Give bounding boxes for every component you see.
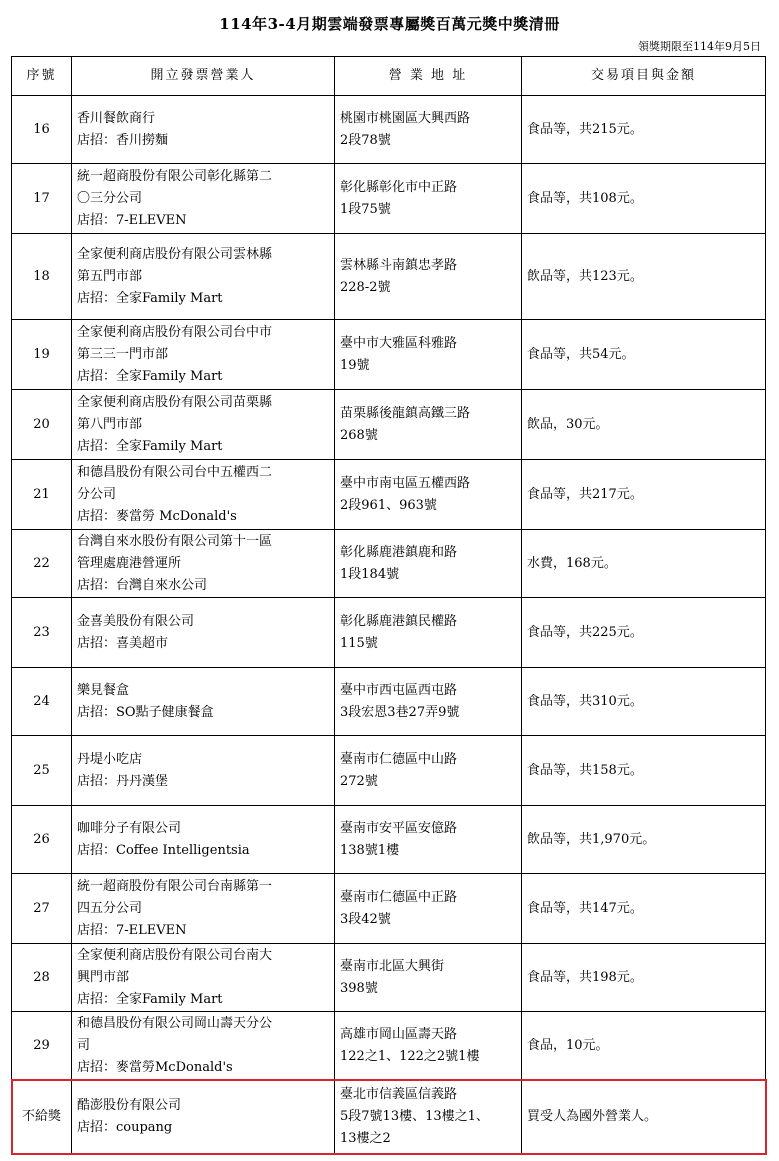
merchant-name: 全家便利商店股份有限公司苗栗縣 xyxy=(77,394,273,410)
merchant-name: 興門市部 xyxy=(77,969,130,985)
address-cell xyxy=(335,806,522,874)
address-line: 1段184號 xyxy=(340,566,400,582)
merchant-cell xyxy=(72,1012,335,1080)
address-cell xyxy=(335,234,522,320)
merchant-name: 咖啡分子有限公司 xyxy=(77,820,182,836)
address-line: 桃園市桃園區大興西路 xyxy=(340,110,471,126)
address-line: 398號 xyxy=(340,980,378,996)
address-line: 臺南市北區大興街 xyxy=(340,958,445,974)
claim-deadline: 領獎期限至114年9月5日 xyxy=(638,40,761,53)
address-cell xyxy=(335,320,522,390)
address-line: 3段42號 xyxy=(340,911,391,927)
transaction-amount: 買受人為國外營業人。 xyxy=(522,1080,766,1154)
table-row-no-prize xyxy=(12,1080,766,1154)
address-cell xyxy=(335,1080,522,1154)
address-cell xyxy=(335,736,522,806)
merchant-name: 全家便利商店股份有限公司雲林縣 xyxy=(77,246,273,262)
table-row xyxy=(12,806,766,874)
address-line: 2段961、963號 xyxy=(340,497,437,513)
transaction-amount: 飲品等，共123元。 xyxy=(522,234,766,320)
table-row xyxy=(12,460,766,530)
row-number: 28 xyxy=(12,944,72,1012)
address-line: 272號 xyxy=(340,773,378,789)
table-header-row xyxy=(12,57,766,96)
address-cell xyxy=(335,530,522,598)
merchant-name: 第三三一門市部 xyxy=(77,346,169,362)
merchant-cell xyxy=(72,530,335,598)
row-number: 24 xyxy=(12,668,72,736)
address-cell xyxy=(335,874,522,944)
address-line: 3段宏恩3巷27弄9號 xyxy=(340,704,460,720)
merchant-cell xyxy=(72,320,335,390)
merchant-name: 和德昌股份有限公司台中五權西二 xyxy=(77,464,273,480)
transaction-amount: 食品等，共310元。 xyxy=(522,668,766,736)
merchant-cell xyxy=(72,390,335,460)
row-number: 17 xyxy=(12,164,72,234)
merchant-name: 丹堤小吃店 xyxy=(77,751,143,767)
row-number: 25 xyxy=(12,736,72,806)
merchant-cell xyxy=(72,874,335,944)
store-sign: 店招：丹丹漢堡 xyxy=(77,773,169,789)
header-address: 營 業 地 址 xyxy=(335,57,522,96)
merchant-name: 第八門市部 xyxy=(77,416,143,432)
row-number: 23 xyxy=(12,598,72,668)
merchant-name: 第五門市部 xyxy=(77,268,143,284)
address-line: 228-2號 xyxy=(340,279,391,295)
transaction-amount: 水費，168元。 xyxy=(522,530,766,598)
table-row xyxy=(12,390,766,460)
address-cell xyxy=(335,96,522,164)
merchant-name: 全家便利商店股份有限公司台中市 xyxy=(77,324,273,340)
merchant-cell xyxy=(72,806,335,874)
transaction-amount: 食品，10元。 xyxy=(522,1012,766,1080)
address-line: 臺中市西屯區西屯路 xyxy=(340,682,458,698)
address-line: 1段75號 xyxy=(340,201,391,217)
address-line: 5段7號13樓、13樓之1、 xyxy=(340,1108,489,1124)
store-sign: 店招：台灣自來水公司 xyxy=(77,577,208,593)
table-row xyxy=(12,234,766,320)
address-line: 268號 xyxy=(340,427,378,443)
table-row xyxy=(12,874,766,944)
address-cell xyxy=(335,668,522,736)
store-sign: 店招：Coffee Intelligentsia xyxy=(77,842,250,858)
store-sign: 店招：全家Family Mart xyxy=(77,991,223,1007)
merchant-name: 司 xyxy=(77,1037,91,1053)
store-sign: 店招：喜美超市 xyxy=(77,635,169,651)
merchant-name: 統一超商股份有限公司台南縣第一 xyxy=(77,878,273,894)
merchant-name: 分公司 xyxy=(77,486,117,502)
address-line: 臺南市仁德區中正路 xyxy=(340,889,458,905)
address-line: 彰化縣鹿港鎮鹿和路 xyxy=(340,544,458,560)
header-merchant: 開立發票營業人 xyxy=(72,57,335,96)
merchant-name: 和德昌股份有限公司岡山壽天分公 xyxy=(77,1015,273,1031)
store-sign: 店招：麥當勞McDonald's xyxy=(77,1059,233,1075)
transaction-amount: 食品等，共108元。 xyxy=(522,164,766,234)
row-number: 22 xyxy=(12,530,72,598)
merchant-cell xyxy=(72,668,335,736)
transaction-amount: 食品等，共225元。 xyxy=(522,598,766,668)
store-sign: 店招：全家Family Mart xyxy=(77,438,223,454)
address-line: 臺北市信義區信義路 xyxy=(340,1086,458,1102)
row-number: 21 xyxy=(12,460,72,530)
address-cell xyxy=(335,944,522,1012)
merchant-cell xyxy=(72,234,335,320)
merchant-cell xyxy=(72,736,335,806)
store-sign: 店招：香川撈麵 xyxy=(77,132,169,148)
merchant-name: 管理處鹿港營運所 xyxy=(77,555,182,571)
store-sign: 店招：全家Family Mart xyxy=(77,290,223,306)
row-number: 27 xyxy=(12,874,72,944)
address-line: 高雄市岡山區壽天路 xyxy=(340,1026,458,1042)
address-cell xyxy=(335,598,522,668)
address-line: 臺南市仁德區中山路 xyxy=(340,751,458,767)
address-cell xyxy=(335,390,522,460)
merchant-name: 樂見餐盒 xyxy=(77,682,130,698)
header-number: 序號 xyxy=(12,57,72,96)
winners-table xyxy=(11,56,766,1154)
row-number: 不給獎 xyxy=(12,1080,72,1154)
table-row xyxy=(12,598,766,668)
transaction-amount: 食品等，共54元。 xyxy=(522,320,766,390)
address-line: 13樓之2 xyxy=(340,1130,391,1146)
transaction-amount: 食品等，共217元。 xyxy=(522,460,766,530)
table-row xyxy=(12,530,766,598)
merchant-name: 香川餐飲商行 xyxy=(77,110,156,126)
merchant-name: 全家便利商店股份有限公司台南大 xyxy=(77,947,273,963)
address-cell xyxy=(335,460,522,530)
merchant-name: 台灣自來水股份有限公司第十一區 xyxy=(77,533,273,549)
store-sign: 店招：全家Family Mart xyxy=(77,368,223,384)
address-line: 115號 xyxy=(340,635,378,651)
transaction-amount: 食品等，共198元。 xyxy=(522,944,766,1012)
transaction-amount: 食品等，共158元。 xyxy=(522,736,766,806)
merchant-cell xyxy=(72,944,335,1012)
store-sign: 店招：7-ELEVEN xyxy=(77,212,187,228)
store-sign: 店招：coupang xyxy=(77,1119,173,1135)
merchant-cell xyxy=(72,598,335,668)
address-line: 苗栗縣後龍鎮高鐵三路 xyxy=(340,405,471,421)
row-number: 20 xyxy=(12,390,72,460)
address-cell xyxy=(335,1012,522,1080)
address-line: 臺中市南屯區五權西路 xyxy=(340,475,471,491)
merchant-cell xyxy=(72,460,335,530)
store-sign: 店招：7-ELEVEN xyxy=(77,922,187,938)
merchant-name: 〇三分公司 xyxy=(77,190,143,206)
row-number: 18 xyxy=(12,234,72,320)
merchant-name: 統一超商股份有限公司彰化縣第二 xyxy=(77,168,273,184)
table-row xyxy=(12,944,766,1012)
address-line: 彰化縣鹿港鎮民權路 xyxy=(340,613,458,629)
document-title: 114年3-4月期雲端發票專屬獎百萬元獎中獎清冊 xyxy=(219,15,560,33)
store-sign: 店招：麥當勞 McDonald's xyxy=(77,508,237,524)
transaction-amount: 食品等，共215元。 xyxy=(522,96,766,164)
merchant-cell xyxy=(72,96,335,164)
header-transaction: 交易項目與金額 xyxy=(522,57,766,96)
row-number: 26 xyxy=(12,806,72,874)
address-line: 2段78號 xyxy=(340,132,391,148)
address-line: 臺中市大雅區科雅路 xyxy=(340,335,458,351)
store-sign: 店招：SO點子健康餐盒 xyxy=(77,704,214,720)
merchant-cell xyxy=(72,164,335,234)
row-number: 19 xyxy=(12,320,72,390)
address-line: 138號1樓 xyxy=(340,842,400,858)
table-row xyxy=(12,320,766,390)
address-line: 雲林縣斗南鎮忠孝路 xyxy=(340,257,458,273)
table-row xyxy=(12,736,766,806)
merchant-name: 金喜美股份有限公司 xyxy=(77,613,195,629)
table-row xyxy=(12,1012,766,1080)
transaction-amount: 飲品，30元。 xyxy=(522,390,766,460)
merchant-name: 酷澎股份有限公司 xyxy=(77,1097,182,1113)
transaction-amount: 飲品等，共1,970元。 xyxy=(522,806,766,874)
row-number: 29 xyxy=(12,1012,72,1080)
address-line: 彰化縣彰化市中正路 xyxy=(340,179,458,195)
table-row xyxy=(12,96,766,164)
merchant-cell xyxy=(72,1080,335,1154)
table-row xyxy=(12,164,766,234)
row-number: 16 xyxy=(12,96,72,164)
address-line: 臺南市安平區安億路 xyxy=(340,820,458,836)
merchant-name: 四五分公司 xyxy=(77,900,143,916)
address-line: 19號 xyxy=(340,357,370,373)
address-cell xyxy=(335,164,522,234)
table-row xyxy=(12,668,766,736)
address-line: 122之1、122之2號1樓 xyxy=(340,1048,480,1064)
transaction-amount: 食品等，共147元。 xyxy=(522,874,766,944)
